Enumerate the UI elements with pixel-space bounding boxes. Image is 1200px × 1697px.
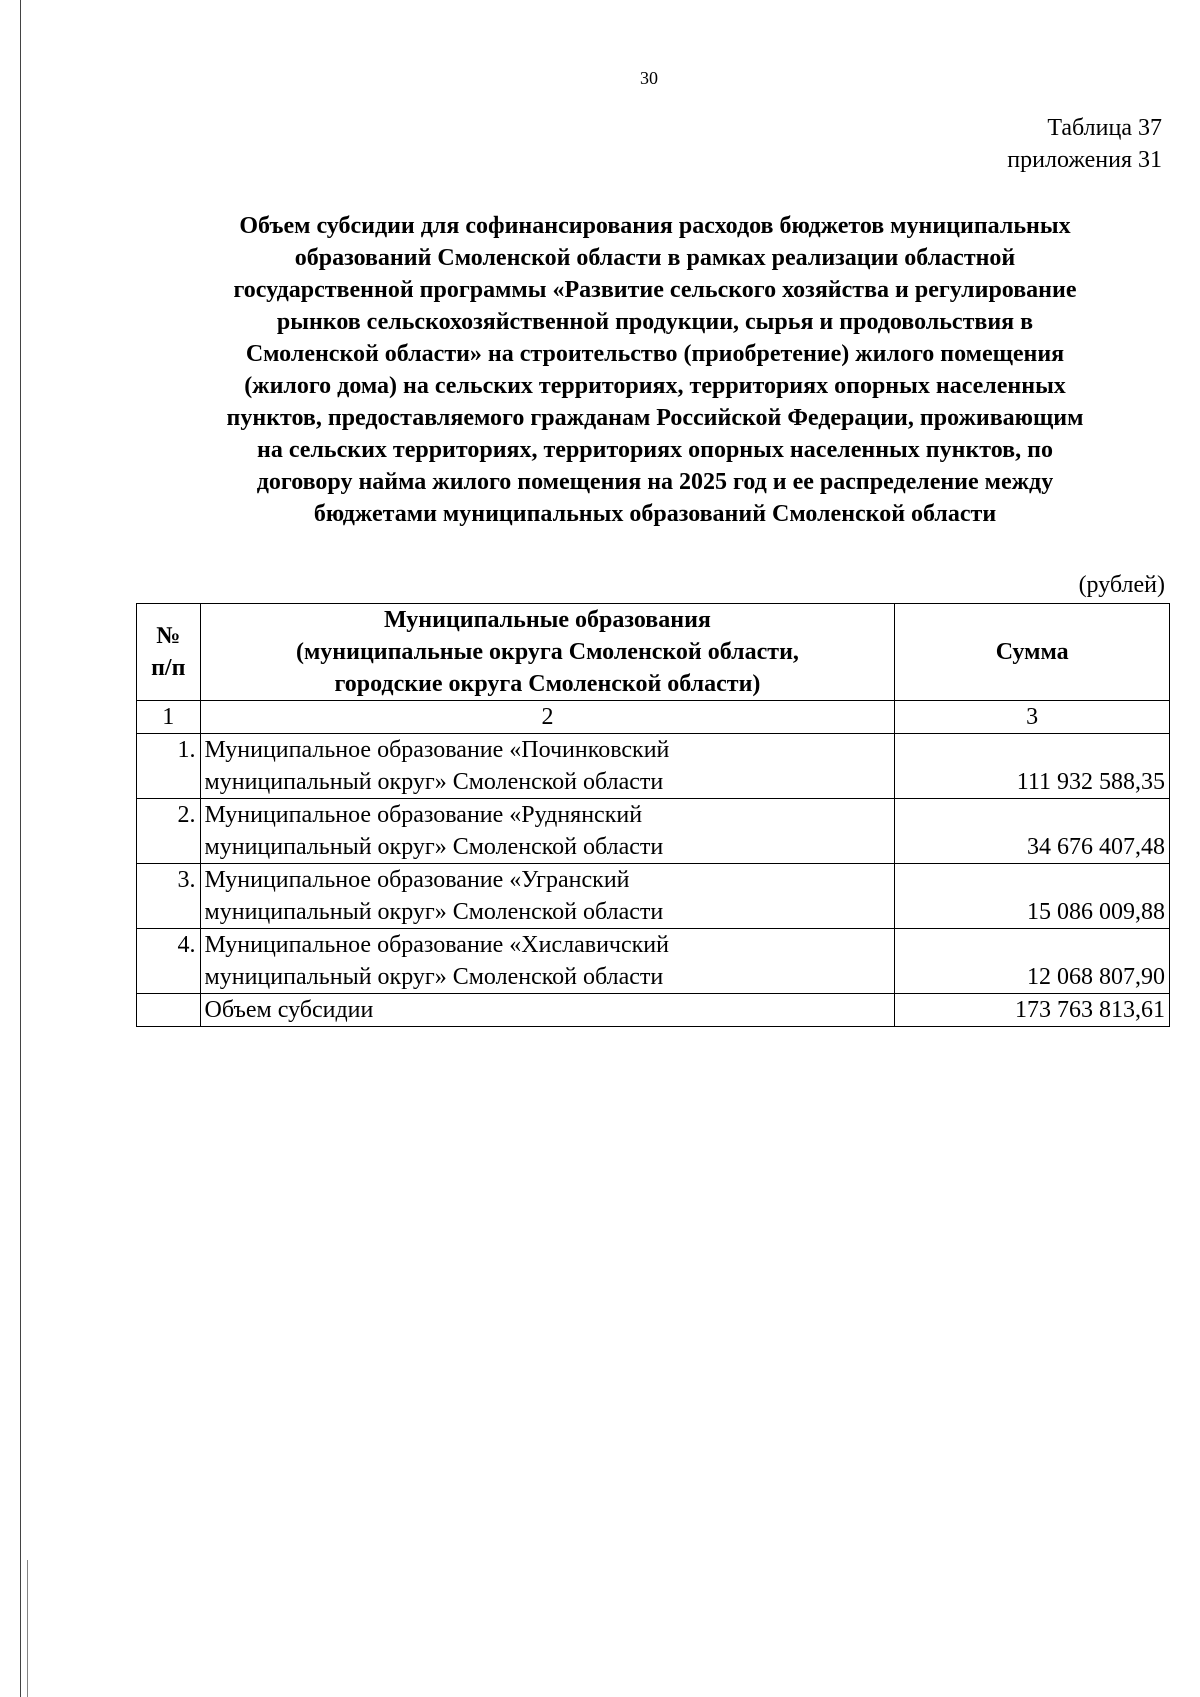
row-sum: 111 932 588,35	[895, 734, 1170, 799]
column-index-cell: 3	[895, 701, 1170, 734]
municipality-name-line1: Муниципальное образование «Хиславичский	[204, 932, 669, 958]
header-num-line2: п/п	[151, 655, 186, 681]
table-header-row	[137, 604, 1170, 701]
header-num	[137, 604, 201, 701]
scan-edge-line	[20, 0, 21, 1697]
table-row	[137, 929, 1170, 994]
row-sum: 15 086 009,88	[895, 864, 1170, 929]
title-line: Объем субсидии для софинансирования расходов бюджетов муниципальных	[239, 213, 1071, 239]
municipality-name-line2: муниципальный округ» Смоленской области	[204, 769, 664, 795]
scan-edge-line-lower	[27, 1560, 28, 1697]
row-number: 2.	[137, 799, 201, 864]
table-reference-line2: приложения 31	[1007, 147, 1162, 173]
municipality-name	[200, 799, 895, 864]
column-index-cell: 2	[200, 701, 895, 734]
total-number-cell	[137, 994, 201, 1027]
municipality-name-line1: Муниципальное образование «Руднянский	[204, 802, 643, 828]
header-name-line1: Муниципальные образования	[383, 607, 711, 633]
total-sum: 173 763 813,61	[895, 994, 1170, 1027]
column-index-cell: 1	[137, 701, 201, 734]
table-row	[137, 799, 1170, 864]
municipality-name	[200, 734, 895, 799]
title-line: Смоленской области» на строительство (приобретение) жилого помещения	[245, 341, 1065, 367]
title-line: образований Смоленской области в рамках реализации областной	[294, 245, 1016, 271]
header-num-line1: №	[156, 623, 181, 649]
table-row	[137, 734, 1170, 799]
municipality-name-line1: Муниципальное образование «Угранский	[204, 867, 630, 893]
municipality-name-line2: муниципальный округ» Смоленской области	[204, 834, 664, 860]
table-row	[137, 864, 1170, 929]
title-line: рынков сельскохозяйственной продукции, сырья и продовольствия в	[276, 309, 1034, 335]
title-line: на сельских территориях, территориях опорных населенных пунктов, по	[257, 437, 1053, 463]
municipality-name-line2: муниципальный округ» Смоленской области	[204, 899, 664, 925]
subsidy-table	[136, 603, 1170, 1027]
title-line: (жилого дома) на сельских территориях, территориях опорных населенных	[244, 373, 1066, 399]
municipality-name	[200, 864, 895, 929]
unit-label: (рублей)	[1078, 572, 1165, 598]
row-number: 1.	[137, 734, 201, 799]
header-name-line2: (муниципальные округа Смоленской области,	[295, 639, 799, 665]
header-name	[200, 604, 895, 701]
column-index-row	[137, 701, 1170, 734]
title-line: государственной программы «Развитие сельского хозяйства и регулирование	[233, 277, 1077, 303]
page-number: 30	[640, 68, 658, 88]
municipality-name	[200, 929, 895, 994]
title-line: договору найма жилого помещения на 2025 год и ее распределение между	[256, 469, 1054, 495]
row-sum: 34 676 407,48	[895, 799, 1170, 864]
table-reference	[1007, 112, 1162, 176]
row-sum: 12 068 807,90	[895, 929, 1170, 994]
document-title	[130, 210, 1180, 530]
row-number: 4.	[137, 929, 201, 994]
municipality-name-line1: Муниципальное образование «Починковский	[204, 737, 670, 763]
header-sum: Сумма	[895, 604, 1170, 701]
header-name-line3: городские округа Смоленской области)	[334, 671, 761, 697]
total-label: Объем субсидии	[200, 994, 895, 1027]
row-number: 3.	[137, 864, 201, 929]
table-reference-line1: Таблица 37	[1047, 115, 1162, 141]
title-line: пунктов, предоставляемого гражданам Российской Федерации, проживающим	[226, 405, 1084, 431]
title-line: бюджетами муниципальных образований Смоленской области	[313, 501, 997, 527]
total-row	[137, 994, 1170, 1027]
municipality-name-line2: муниципальный округ» Смоленской области	[204, 964, 664, 990]
